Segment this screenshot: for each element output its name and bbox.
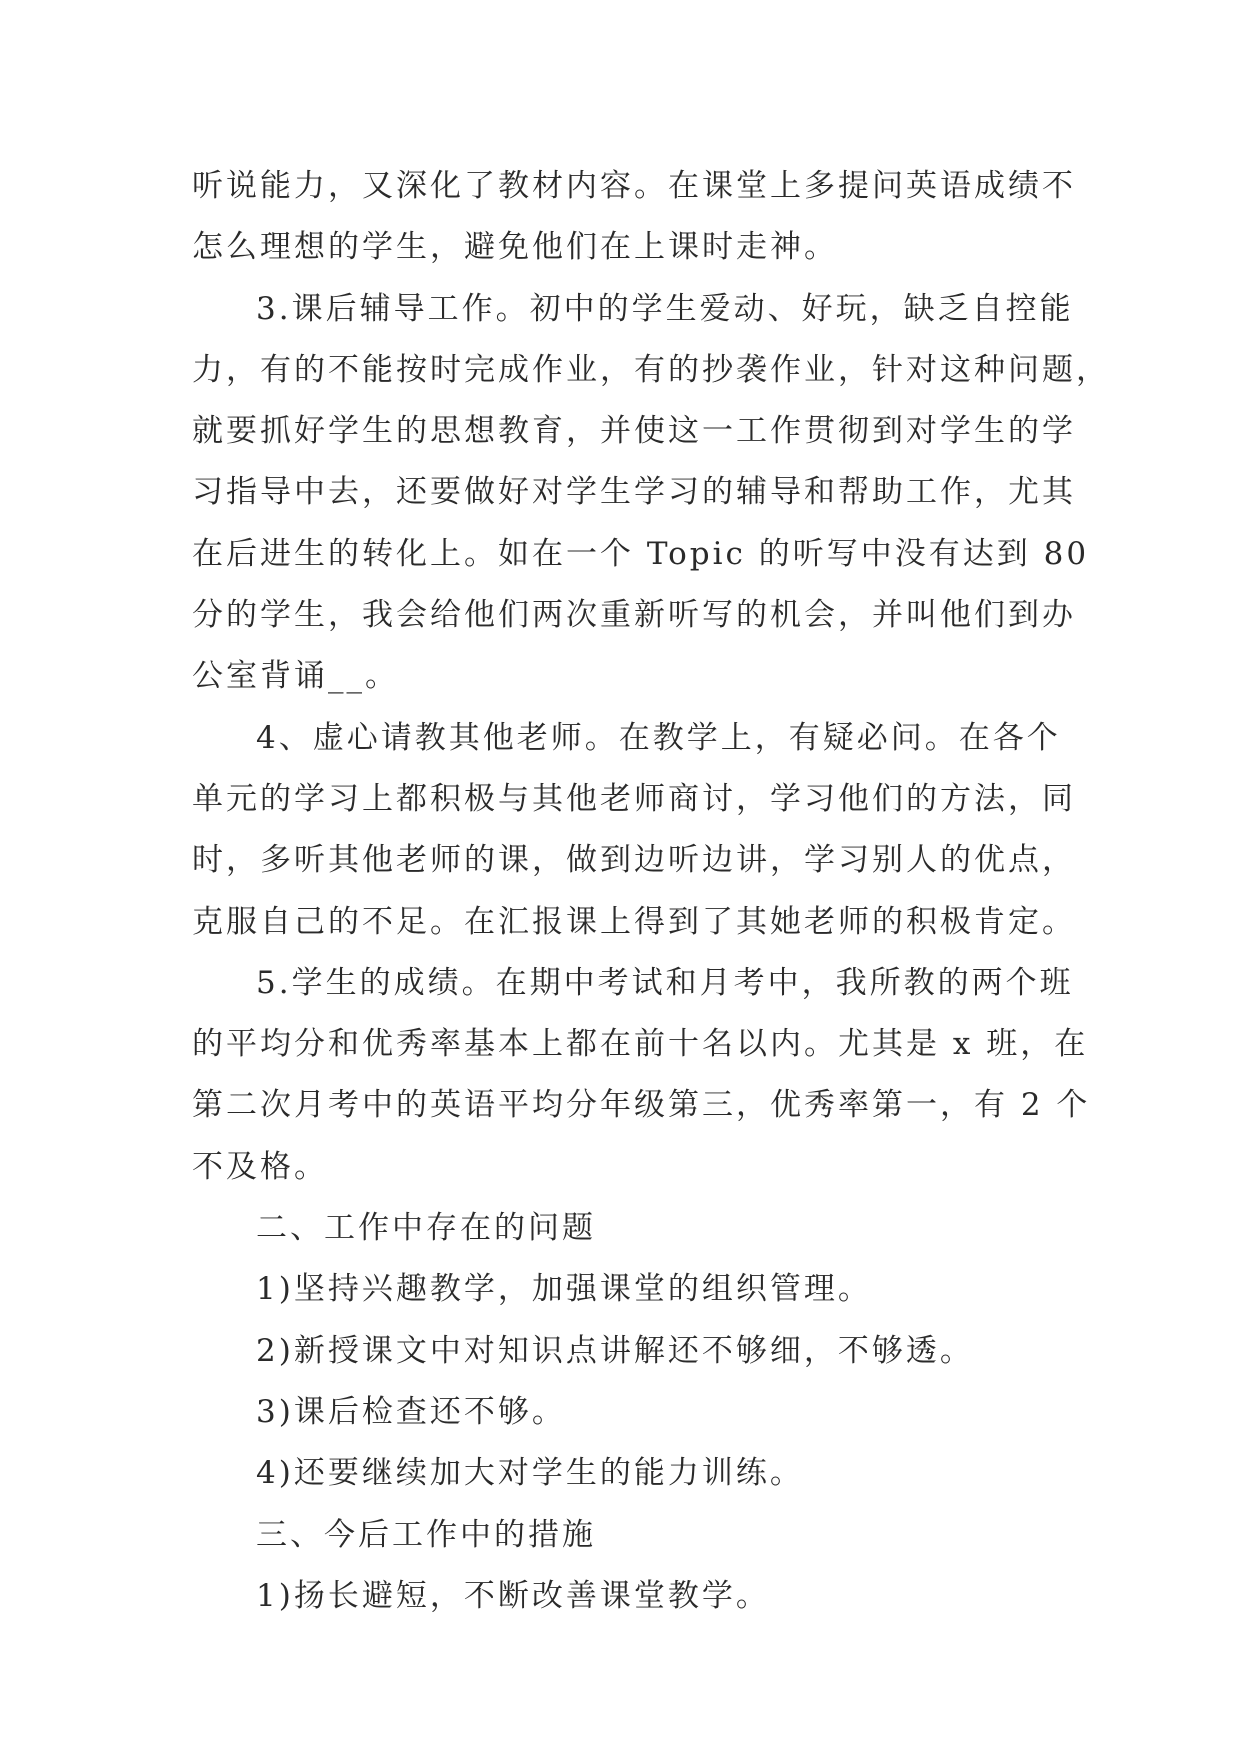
body-line: 听说能力，又深化了教材内容。在课堂上多提问英语成绩不 [192,168,1076,204]
body-line: 公室背诵__。 [192,658,399,695]
body-line: 第二次月考中的英语平均分年级第三，优秀率第一，有 2 个 [192,1087,1091,1124]
list-item: 2)新授课文中对知识点讲解还不够细，不够透。 [256,1332,974,1369]
section-heading-measures: 三、今后工作中的措施 [256,1516,596,1553]
body-line: 就要抓好学生的思想教育，并使这一工作贯彻到对学生的学 [192,413,1076,450]
body-line: 不及格。 [192,1148,328,1185]
body-line: 单元的学习上都积极与其他老师商讨，学习他们的方法，同 [192,780,1076,817]
body-line: 的平均分和优秀率基本上都在前十名以内。尤其是 x 班，在 [192,1026,1089,1063]
body-line: 力，有的不能按时完成作业，有的抄袭作业，针对这种问题， [192,351,1110,388]
body-line: 习指导中去，还要做好对学生学习的辅导和帮助工作，尤其 [192,474,1076,511]
list-item: 3)课后检查还不够。 [256,1393,566,1430]
paragraph-3-start: 3.课后辅导工作。初中的学生爱动、好玩，缺乏自控能 [256,290,1074,327]
document-body [192,156,1110,1627]
body-line: 分的学生，我会给他们两次重新听写的机会，并叫他们到办 [192,597,1076,634]
paragraph-4-start: 4、虚心请教其他老师。在教学上，有疑必问。在各个 [256,719,1061,756]
paragraph-5-start: 5.学生的成绩。在期中考试和月考中，我所教的两个班 [256,964,1074,1001]
body-line: 时，多听其他老师的课，做到边听边讲，学习别人的优点， [192,842,1076,879]
section-heading-problems: 二、工作中存在的问题 [256,1210,596,1247]
body-line: 怎么理想的学生，避免他们在上课时走神。 [192,229,838,266]
list-item: 1)扬长避短，不断改善课堂教学。 [256,1577,770,1614]
body-line: 在后进生的转化上。如在一个 Topic 的听写中没有达到 80 [192,535,1090,572]
list-item: 1)坚持兴趣教学，加强课堂的组织管理。 [256,1271,872,1308]
list-item: 4)还要继续加大对学生的能力训练。 [256,1455,804,1492]
body-line: 克服自己的不足。在汇报课上得到了其她老师的积极肯定。 [192,903,1076,940]
